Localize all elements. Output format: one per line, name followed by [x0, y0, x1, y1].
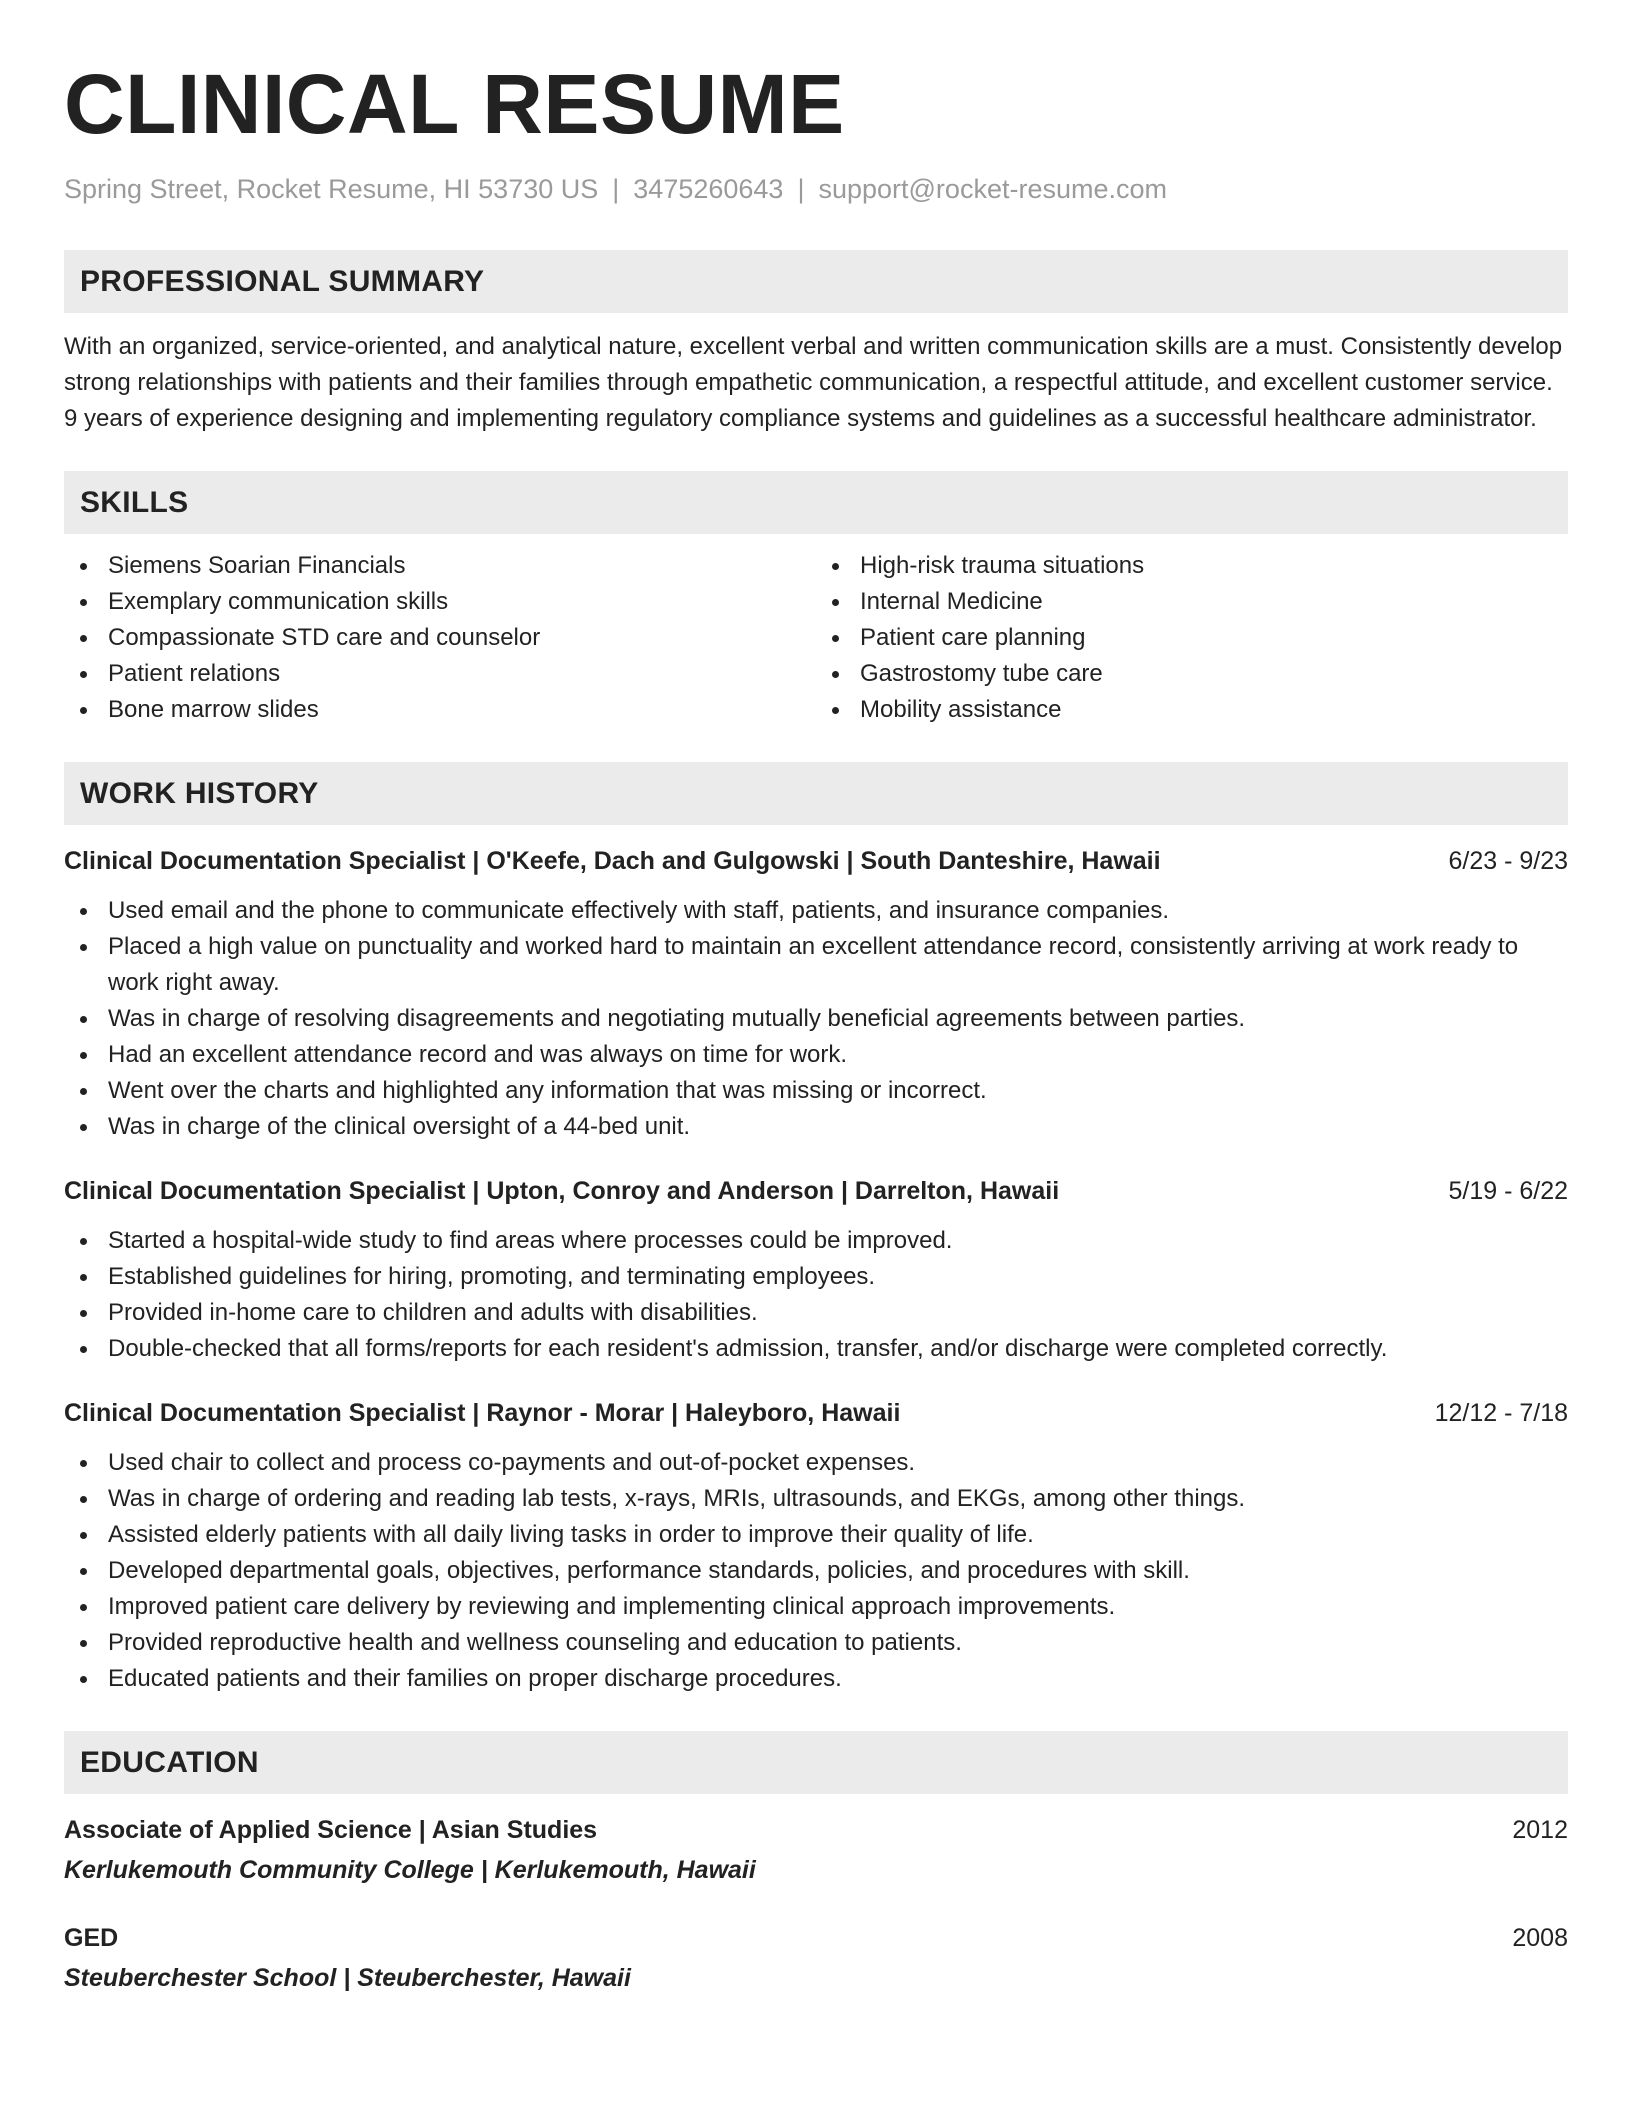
education-row	[64, 1920, 1568, 1956]
job-bullet: Started a hospital-wide study to find areas where processes could be improved.	[64, 1223, 1568, 1259]
job-title: Clinical Documentation Specialist | Raynor - Morar | Haleyboro, Hawaii	[64, 1399, 901, 1427]
job-bullets	[64, 1223, 1568, 1367]
skill-item: Exemplary communication skills	[108, 584, 816, 620]
job-title: Clinical Documentation Specialist | Upton, Conroy and Anderson | Darrelton, Hawaii	[64, 1177, 1060, 1205]
skill-item: Patient relations	[108, 656, 816, 692]
job-bullet: Provided reproductive health and wellness counseling and education to patients.	[64, 1625, 1568, 1661]
job-dates: 5/19 - 6/22	[1448, 1177, 1568, 1205]
skill-item: Patient care planning	[860, 620, 1568, 656]
education-row	[64, 1812, 1568, 1848]
job-bullet: Was in charge of the clinical oversight of a 44-bed unit.	[64, 1109, 1568, 1145]
education-degree: Associate of Applied Science | Asian Studies	[64, 1816, 598, 1844]
skills-column-right	[816, 548, 1568, 728]
job-entry	[64, 843, 1568, 1145]
skill-item: Internal Medicine	[860, 584, 1568, 620]
section-header-work-history: WORK HISTORY	[64, 762, 1568, 825]
job-bullet: Established guidelines for hiring, promoting, and terminating employees.	[64, 1259, 1568, 1295]
education-year: 2012	[1512, 1816, 1568, 1844]
job-bullet: Assisted elderly patients with all daily living tasks in order to improve their quality of life.	[64, 1517, 1568, 1553]
skill-item: Compassionate STD care and counselor	[108, 620, 816, 656]
education-school: Steuberchester School | Steuberchester, Hawaii	[64, 1964, 631, 1992]
job-dates: 12/12 - 7/18	[1434, 1399, 1568, 1427]
job-bullets	[64, 1445, 1568, 1697]
job-bullet: Was in charge of resolving disagreements and negotiating mutually beneficial agreements between parties.	[64, 1001, 1568, 1037]
job-bullet: Educated patients and their families on proper discharge procedures.	[64, 1661, 1568, 1697]
skills-grid	[64, 548, 1568, 728]
education-entry	[64, 1920, 1568, 1996]
job-bullet: Had an excellent attendance record and was always on time for work.	[64, 1037, 1568, 1073]
contact-separator: |	[612, 174, 620, 204]
contact-email: support@rocket-resume.com	[818, 174, 1167, 204]
section-header-education: EDUCATION	[64, 1731, 1568, 1794]
skill-item: Bone marrow slides	[108, 692, 816, 728]
contact-address: Spring Street, Rocket Resume, HI 53730 US	[64, 174, 599, 204]
job-bullet: Provided in-home care to children and adults with disabilities.	[64, 1295, 1568, 1331]
skill-item: Gastrostomy tube care	[860, 656, 1568, 692]
section-header-skills: SKILLS	[64, 471, 1568, 534]
job-dates: 6/23 - 9/23	[1448, 847, 1568, 875]
education-degree: GED	[64, 1924, 119, 1952]
education-year: 2008	[1512, 1924, 1568, 1952]
contact-line	[64, 172, 1568, 206]
summary-text: With an organized, service-oriented, and analytical nature, excellent verbal and written communication skills are a must. Consistently develop strong relationships with patients and their families through empathetic communication, a respectful attitude, and excellent customer service. 9 years of experience designing and implementing regulatory compliance systems and guidelines as a successful healthcare administrator.	[64, 333, 1563, 432]
contact-separator: |	[797, 174, 805, 204]
job-bullet: Double-checked that all forms/reports for each resident's admission, transfer, and/or discharge were completed correctly.	[64, 1331, 1568, 1367]
contact-phone: 3475260643	[633, 174, 784, 204]
job-bullet: Was in charge of ordering and reading lab tests, x-rays, MRIs, ultrasounds, and EKGs, among other things.	[64, 1481, 1568, 1517]
job-bullet: Developed departmental goals, objectives, performance standards, policies, and procedures with skill.	[64, 1553, 1568, 1589]
skill-item: Siemens Soarian Financials	[108, 548, 816, 584]
skill-item: Mobility assistance	[860, 692, 1568, 728]
skill-item: High-risk trauma situations	[860, 548, 1568, 584]
section-header-summary: PROFESSIONAL SUMMARY	[64, 250, 1568, 313]
job-title-row	[64, 843, 1568, 879]
job-bullet: Used email and the phone to communicate effectively with staff, patients, and insurance companies.	[64, 893, 1568, 929]
job-bullet: Went over the charts and highlighted any information that was missing or incorrect.	[64, 1073, 1568, 1109]
job-bullets	[64, 893, 1568, 1145]
job-title: Clinical Documentation Specialist | O'Keefe, Dach and Gulgowski | South Danteshire, Hawaii	[64, 847, 1161, 875]
skills-column-left	[64, 548, 816, 728]
resume-title: CLINICAL RESUME	[64, 57, 845, 151]
education-school: Kerlukemouth Community College | Kerlukemouth, Hawaii	[64, 1856, 756, 1884]
job-entry	[64, 1395, 1568, 1697]
job-title-row	[64, 1173, 1568, 1209]
education-entry	[64, 1812, 1568, 1888]
job-bullet: Used chair to collect and process co-payments and out-of-pocket expenses.	[64, 1445, 1568, 1481]
job-bullet: Placed a high value on punctuality and worked hard to maintain an excellent attendance record, consistently arriving at work ready to work right away.	[64, 929, 1568, 1001]
job-title-row	[64, 1395, 1568, 1431]
job-entry	[64, 1173, 1568, 1367]
job-bullet: Improved patient care delivery by reviewing and implementing clinical approach improvements.	[64, 1589, 1568, 1625]
